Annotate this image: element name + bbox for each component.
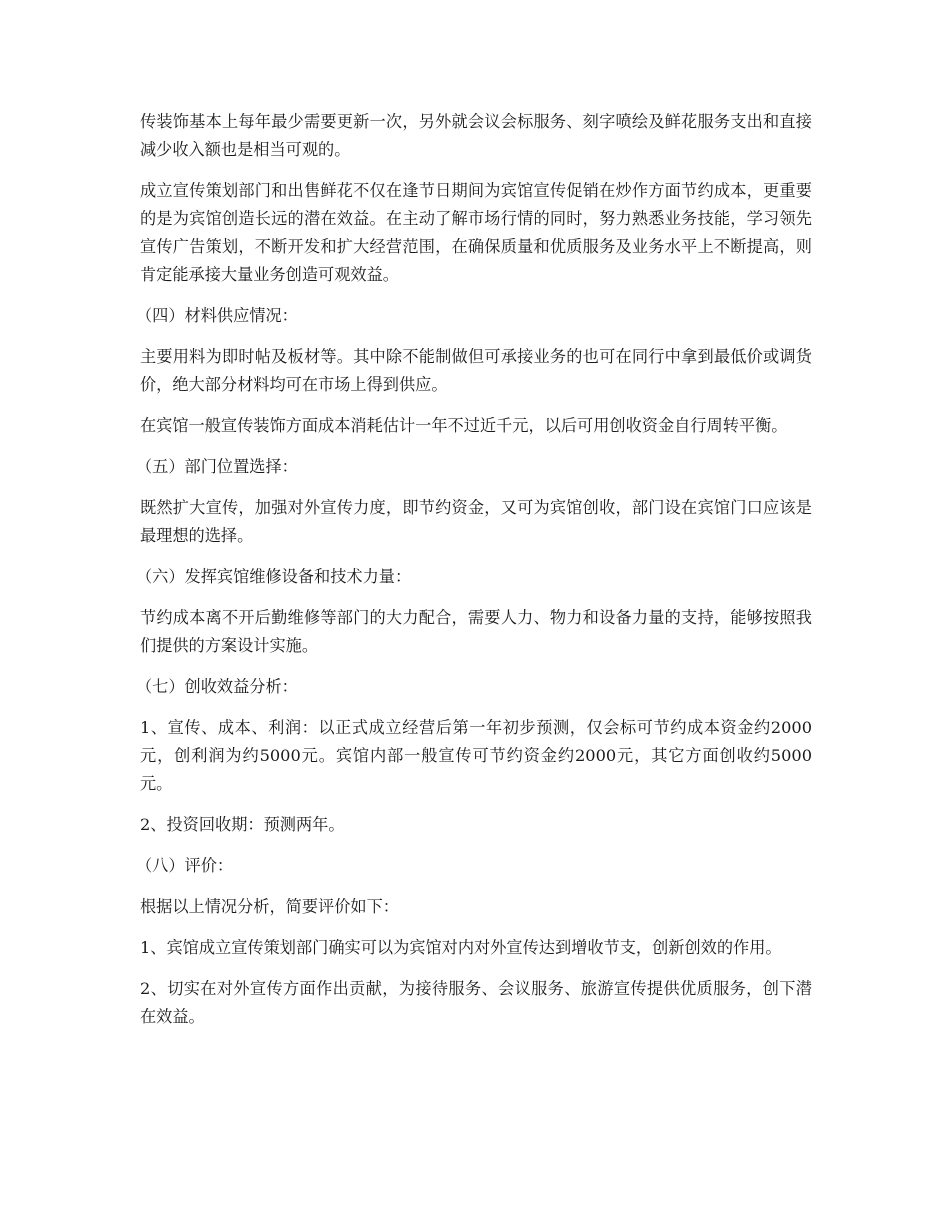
paragraph-maintenance: 节约成本离不开后勤维修等部门的大力配合，需要人力、物力和设备力量的支持，能够按照我们提供的方案设计实施。 [140,608,812,655]
paragraph-payback-period: 2、投资回收期：预测两年。 [140,815,345,834]
paragraph-evaluation-intro: 根据以上情况分析，简要评价如下： [140,897,399,916]
paragraph-planning-benefits: 成立宣传策划部门和出售鲜花不仅在逢节日期间为宾馆宣传促销在炒作方面节约成本，更重要的是为宾馆创造长远的潜在效益。在主动了解市场行情的同时，努力熟悉业务技能，学习领先宣传广告策划，不断开发和扩大经营范围，在确保质量和优质服务及业务水平上不断提高，则肯定能承接大量业务创造可观效益。 [140,181,812,284]
paragraph-revenue-forecast: 1、宣传、成本、利润：以正式成立经营后第一年初步预测，仅会标可节约成本资金约2000元，创利润为约5000元。宾馆内部一般宣传可节约资金约2000元，其它方面创收约5000元。 [140,718,812,793]
paragraph-materials-supply: 主要用料为即时帖及板材等。其中除不能制做但可承接业务的也可在同行中拿到最低价或调货价，绝大部分材料均可在市场上得到供应。 [140,347,812,394]
paragraph-decoration-cost: 传装饰基本上每年最少需要更新一次，另外就会议会标服务、刻字喷绘及鲜花服务支出和直接减少收入额也是相当可观的。 [140,112,812,159]
section-heading-location: （五）部门位置选择： [136,457,298,476]
paragraph-evaluation-point-1: 1、宾馆成立宣传策划部门确实可以为宾馆对内对外宣传达到增收节支，创新创效的作用。 [140,938,782,957]
section-heading-evaluation: （八）评价： [136,856,234,875]
document-page [136,108,812,1044]
section-heading-revenue: （七）创收效益分析： [136,677,298,696]
paragraph-materials-cost: 在宾馆一般宣传装饰方面成本消耗估计一年不过近千元，以后可用创收资金自行周转平衡。 [140,416,788,435]
section-heading-maintenance: （六）发挥宾馆维修设备和技术力量： [136,567,412,586]
section-heading-materials: （四）材料供应情况： [136,306,298,325]
paragraph-evaluation-point-2: 2、切实在对外宣传方面作出贡献，为接待服务、会议服务、旅游宣传提供优质服务，创下潜在效益。 [140,979,812,1026]
paragraph-location: 既然扩大宣传，加强对外宣传力度，即节约资金，又可为宾馆创收，部门设在宾馆门口应该是最理想的选择。 [140,498,812,545]
